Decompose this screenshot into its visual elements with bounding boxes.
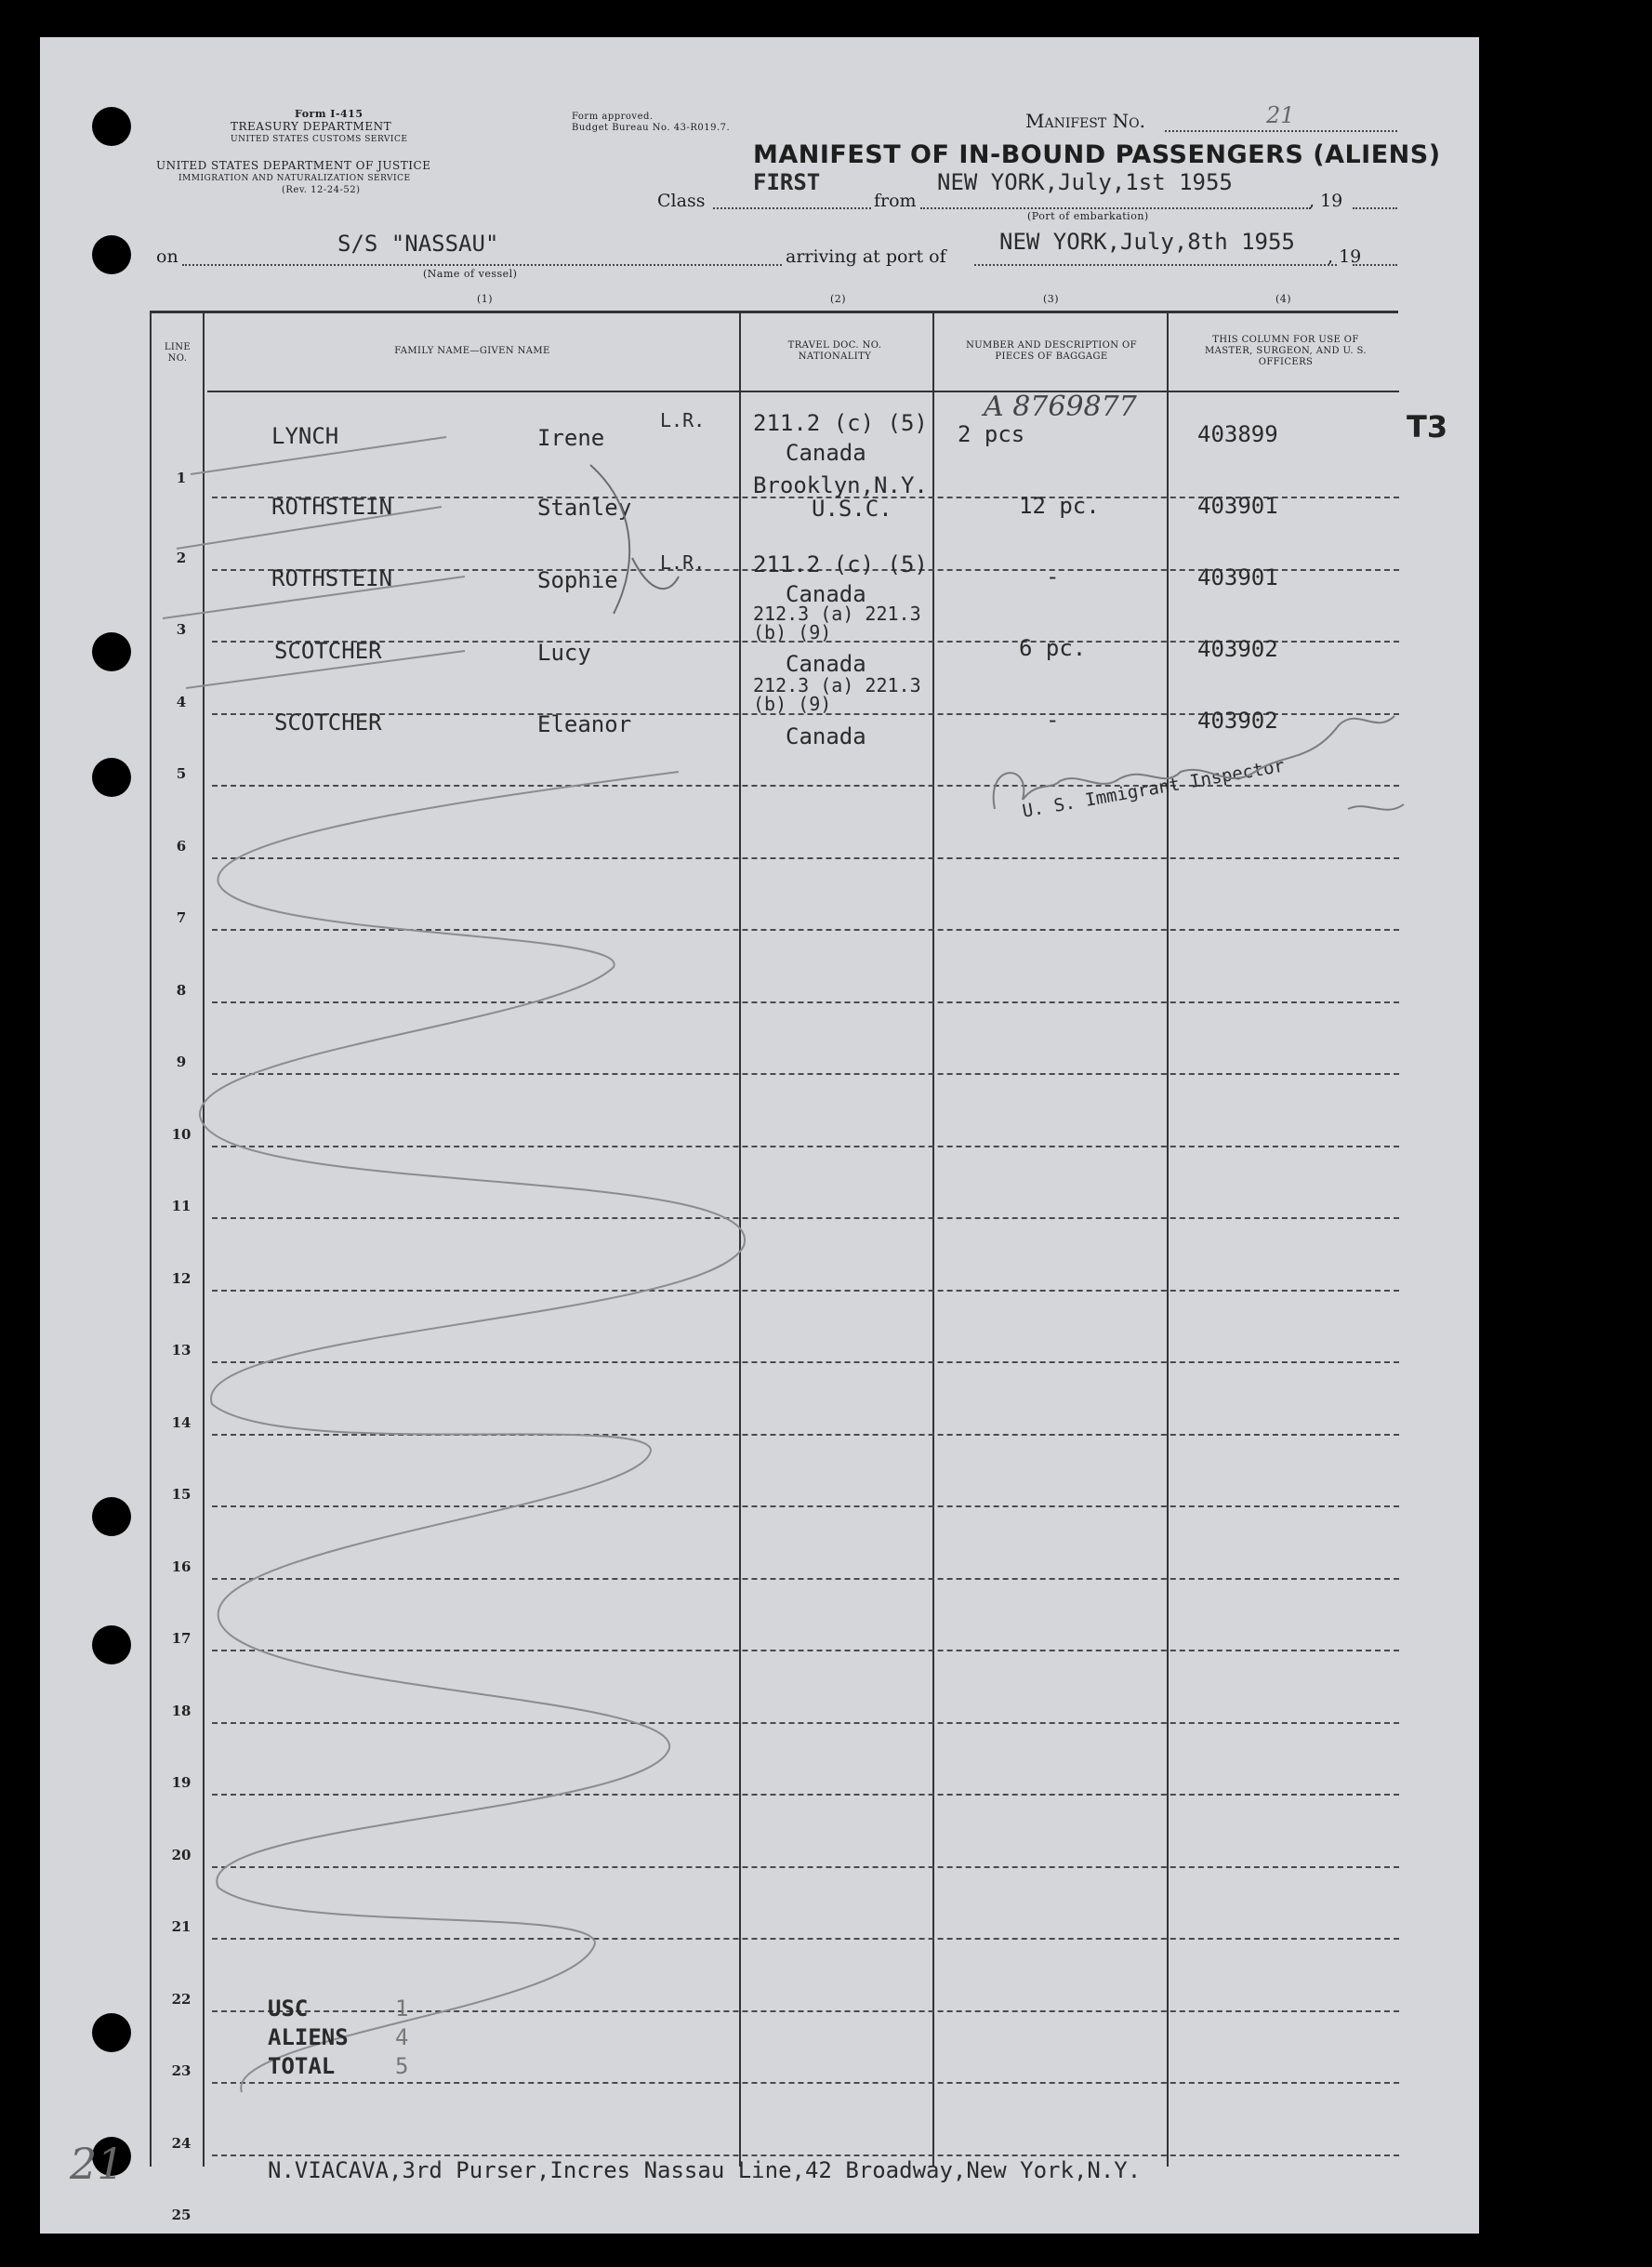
from-value: NEW YORK,July,1st 1955 bbox=[937, 169, 1233, 195]
revision: (Rev. 12-24-52) bbox=[282, 185, 361, 195]
passenger-given-name: Eleanor bbox=[537, 711, 632, 737]
col-head-travel: TRAVEL DOC. NO. NATIONALITY bbox=[787, 340, 882, 362]
total-value: 5 bbox=[395, 2053, 409, 2079]
class-label: Class bbox=[657, 191, 706, 211]
col-head-name: FAMILY NAME—GIVEN NAME bbox=[394, 346, 550, 356]
passenger-family-name: ROTHSTEIN bbox=[271, 565, 393, 591]
budget-bureau: Budget Bureau No. 43-R019.7. bbox=[572, 123, 731, 133]
form-title: MANIFEST OF IN-BOUND PASSENGERS (ALIENS) bbox=[753, 140, 1441, 169]
passenger-given-name: Stanley bbox=[537, 495, 632, 521]
officer-number: 403902 bbox=[1197, 708, 1278, 734]
treasury-department: TREASURY DEPARTMENT bbox=[231, 120, 392, 133]
form-number: Form I-415 bbox=[295, 108, 363, 120]
usc-value: 1 bbox=[395, 1995, 409, 2022]
line-number: 15 bbox=[171, 1486, 192, 1503]
officer-number: 403899 bbox=[1197, 421, 1278, 447]
line-number: 19 bbox=[171, 1774, 192, 1791]
baggage: 12 pc. bbox=[1019, 493, 1100, 519]
baggage: 6 pc. bbox=[1019, 635, 1087, 661]
from-label: from bbox=[874, 191, 917, 211]
from-year: , 19 bbox=[1309, 191, 1343, 211]
vessel-caption: (Name of vessel) bbox=[423, 268, 518, 280]
travel-doc: 212.3 (a) 221.3 (b) (9) bbox=[753, 603, 921, 643]
travel-doc: 211.2 (c) (5) bbox=[753, 551, 928, 577]
col-num-3: (3) bbox=[1043, 293, 1060, 305]
line-number: 16 bbox=[171, 1558, 192, 1575]
passenger-family-name: ROTHSTEIN bbox=[271, 494, 393, 520]
line-number: 7 bbox=[176, 909, 187, 926]
line-number: 2 bbox=[176, 550, 187, 566]
col-num-2: (2) bbox=[830, 293, 847, 305]
line-number: 12 bbox=[171, 1270, 192, 1287]
margin-mark: T3 bbox=[1407, 409, 1448, 444]
nationality: Canada bbox=[786, 440, 866, 466]
passenger-given-name: Lucy bbox=[537, 640, 591, 666]
port-caption: (Port of embarkation) bbox=[1027, 210, 1149, 222]
left-margin-number: 21 bbox=[70, 2139, 125, 2189]
line-number: 6 bbox=[176, 838, 187, 855]
class-value: FIRST bbox=[753, 169, 821, 195]
passenger-family-name: SCOTCHER bbox=[274, 709, 382, 736]
passenger-mark: L.R. bbox=[660, 409, 706, 431]
customs-service: UNITED STATES CUSTOMS SERVICE bbox=[231, 135, 408, 144]
purser-line: N.VIACAVA,3rd Purser,Incres Nassau Line,42 Broadway,New York,N.Y. bbox=[268, 2157, 1142, 2183]
form-approved: Form approved. bbox=[572, 112, 654, 122]
usc-label: USC bbox=[268, 1995, 309, 2022]
baggage: 2 pcs bbox=[958, 421, 1025, 447]
line-number: 18 bbox=[171, 1703, 192, 1719]
travel-doc: Brooklyn,N.Y. bbox=[753, 472, 928, 498]
arriving-year: , 19 bbox=[1328, 246, 1362, 267]
passenger-family-name: SCOTCHER bbox=[274, 638, 382, 664]
line-number: 1 bbox=[176, 470, 187, 486]
vessel-name: S/S "NASSAU" bbox=[337, 231, 499, 257]
passenger-family-name: LYNCH bbox=[271, 423, 339, 449]
nationality: Canada bbox=[786, 581, 866, 607]
col-num-1: (1) bbox=[477, 293, 494, 305]
arriving-value: NEW YORK,July,8th 1955 bbox=[999, 229, 1295, 255]
passenger-given-name: Sophie bbox=[537, 567, 618, 593]
line-number: 8 bbox=[176, 982, 187, 999]
aliens-value: 4 bbox=[395, 2024, 409, 2050]
line-number: 9 bbox=[176, 1054, 187, 1070]
line-number: 11 bbox=[171, 1198, 192, 1214]
col-num-4: (4) bbox=[1275, 293, 1292, 305]
line-number: 5 bbox=[176, 765, 187, 782]
baggage: - bbox=[1046, 707, 1060, 733]
arriving-label: arriving at port of bbox=[786, 246, 946, 267]
line-number: 14 bbox=[171, 1414, 192, 1431]
line-number: 24 bbox=[171, 2135, 192, 2152]
passenger-mark: L.R. bbox=[660, 551, 706, 574]
line-number: 13 bbox=[171, 1342, 192, 1359]
dept-justice: UNITED STATES DEPARTMENT OF JUSTICE bbox=[156, 159, 431, 172]
officer-number: 403901 bbox=[1197, 493, 1278, 519]
line-number: 3 bbox=[176, 621, 187, 638]
line-number: 22 bbox=[171, 1991, 192, 2008]
line-number: 10 bbox=[171, 1126, 192, 1143]
line-number: 21 bbox=[171, 1918, 192, 1935]
col-head-baggage: NUMBER AND DESCRIPTION OF PIECES OF BAGGAGE bbox=[966, 340, 1137, 362]
line-number: 4 bbox=[176, 694, 187, 710]
travel-doc: 212.3 (a) 221.3 (b) (9) bbox=[753, 674, 921, 715]
line-number: 17 bbox=[171, 1630, 192, 1647]
manifest-number: 21 bbox=[1266, 102, 1295, 128]
total-label: TOTAL bbox=[268, 2053, 336, 2079]
baggage-handwriting: A 8769877 bbox=[984, 391, 1137, 423]
officer-number: 403901 bbox=[1197, 564, 1278, 590]
nationality: U.S.C. bbox=[812, 496, 892, 522]
on-label: on bbox=[156, 246, 178, 267]
line-number: 23 bbox=[171, 2062, 192, 2079]
nationality: Canada bbox=[786, 651, 866, 677]
col-head-officers: THIS COLUMN FOR USE OF MASTER, SURGEON, AND U. S. OFFICERS bbox=[1204, 335, 1368, 367]
line-number: 25 bbox=[171, 2207, 192, 2223]
officer-number: 403902 bbox=[1197, 636, 1278, 662]
travel-doc: 211.2 (c) (5) bbox=[753, 410, 928, 436]
passenger-given-name: Irene bbox=[537, 425, 605, 451]
inspector-stamp: U. S. Immigrant Inspector bbox=[1021, 755, 1287, 822]
aliens-label: ALIENS bbox=[268, 2024, 349, 2050]
line-number: 20 bbox=[171, 1847, 192, 1863]
nationality: Canada bbox=[786, 723, 866, 749]
ins-label: IMMIGRATION AND NATURALIZATION SERVICE bbox=[178, 174, 411, 183]
col-head-line-no: LINE NO. bbox=[164, 342, 192, 364]
baggage: - bbox=[1046, 563, 1060, 590]
manifest-no-label: Manifest No. bbox=[1025, 110, 1145, 132]
